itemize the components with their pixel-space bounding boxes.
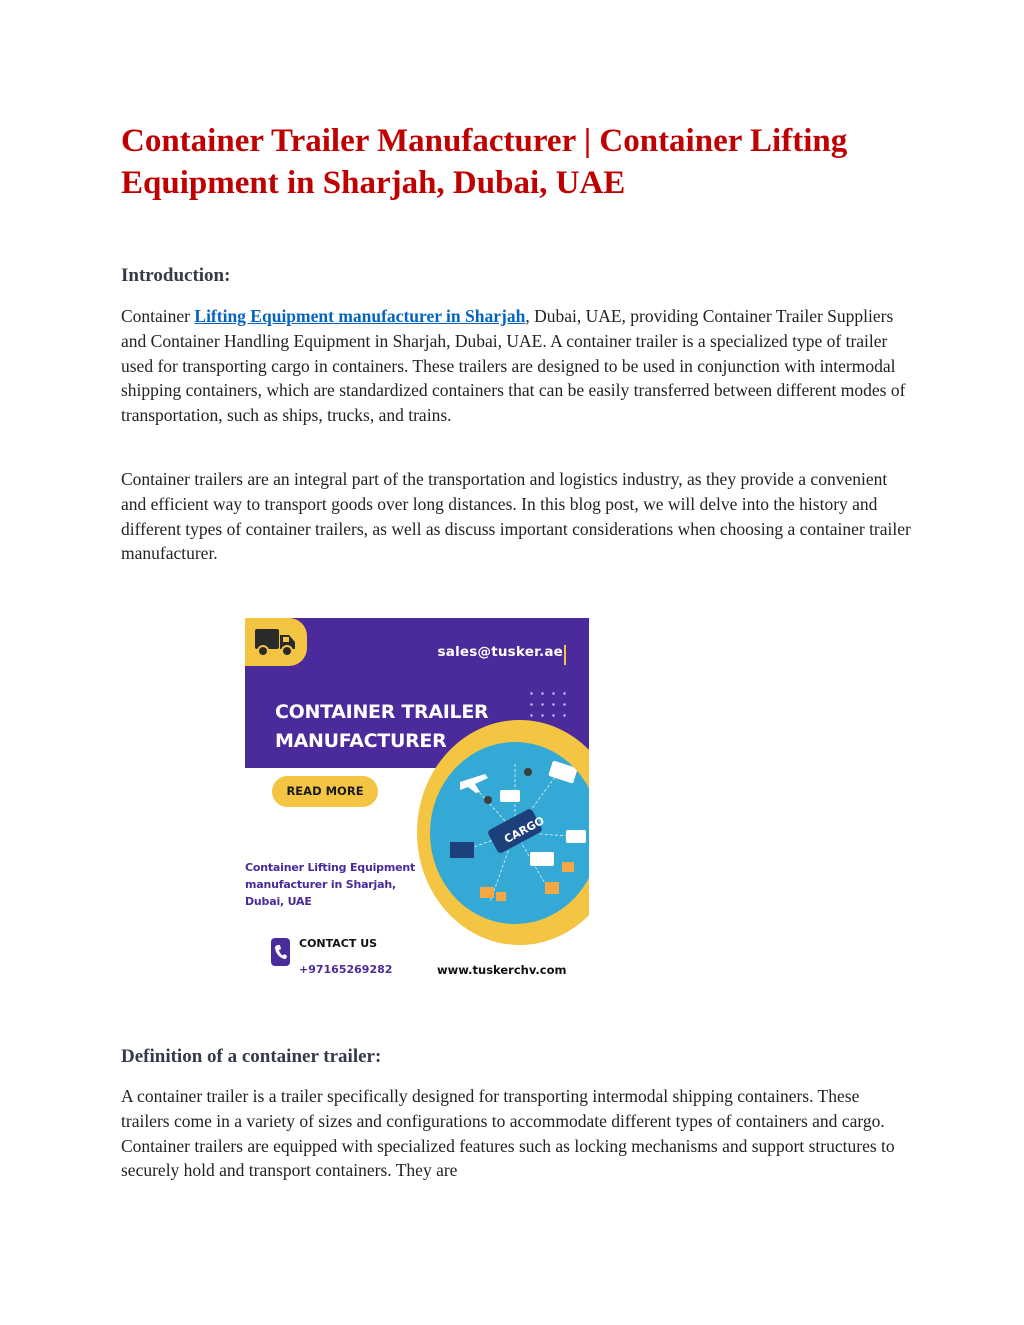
truck-icon [253, 626, 299, 660]
contact-phone-number: +97165269282 [299, 963, 393, 976]
banner-subtitle-line-3: Dubai, UAE [245, 895, 312, 908]
logistics-globe-illustration [430, 742, 589, 924]
banner-subtitle-line-1: Container Lifting Equipment [245, 861, 416, 874]
dot-grid-decoration [526, 688, 566, 722]
intro-paragraph-1 [121, 304, 911, 428]
lifting-equipment-link[interactable]: Lifting Equipment manufacturer in Sharjah [194, 306, 526, 326]
section-heading-introduction: Introduction: [121, 265, 231, 286]
logistics-illustration-icon [430, 742, 589, 924]
banner-email: sales@tusker.ae [437, 644, 563, 660]
contact-us-label: CONTACT US [299, 937, 378, 950]
intro-paragraph-2: Container trailers are an integral part of the transportation and logistics industry, as they provide a convenient and efficient way to transport goods over long distances. In this blog post, we will delve into the history and different types of container trailers, as well as discuss important considerations when choosing a container trailer manufacturer. [121, 469, 911, 564]
cargo-label: CARGO [502, 814, 547, 846]
definition-paragraph: A container trailer is a trailer specifically designed for transporting intermodal shipping containers. These trailers come in a variety of sizes and configurations to accommodate different types of containers and cargo. Container trailers are equipped with specialized features such as locking mechanisms and support structures to securely hold and transport containers. They are [121, 1086, 895, 1181]
phone-badge [271, 938, 290, 966]
promo-banner-image [245, 618, 589, 988]
banner-subtitle [245, 859, 425, 910]
banner-subtitle-line-2: manufacturer in Sharjah, [245, 878, 396, 891]
section-heading-definition: Definition of a container trailer: [121, 1046, 382, 1067]
intro-text-before-link: Container [121, 306, 195, 326]
phone-icon [274, 944, 287, 960]
document-title: Container Trailer Manufacturer | Container Lifting Equipment in Sharjah, Dubai, UAE [121, 123, 848, 201]
banner-heading-line-2: MANUFACTURER [275, 730, 447, 752]
banner-heading-line-1: CONTAINER TRAILER [275, 701, 489, 723]
intro-text-after-link: , Dubai, UAE, providing Container Trailer Suppliers and Container Handling Equipment in Sharjah, Dubai, UAE. A container trailer is a specialized type of trailer used for transporting cargo in containers. These trailers are designed to be used in conjunction with intermodal shipping containers, which are standardized containers that can be easily transferred between different modes of transportation, such as ships, trucks, and trains. [121, 306, 906, 426]
website-url: www.tuskerchv.com [437, 963, 567, 977]
email-cursor-bar [564, 645, 566, 665]
read-more-button[interactable]: READ MORE [272, 776, 378, 807]
truck-badge [245, 618, 307, 666]
